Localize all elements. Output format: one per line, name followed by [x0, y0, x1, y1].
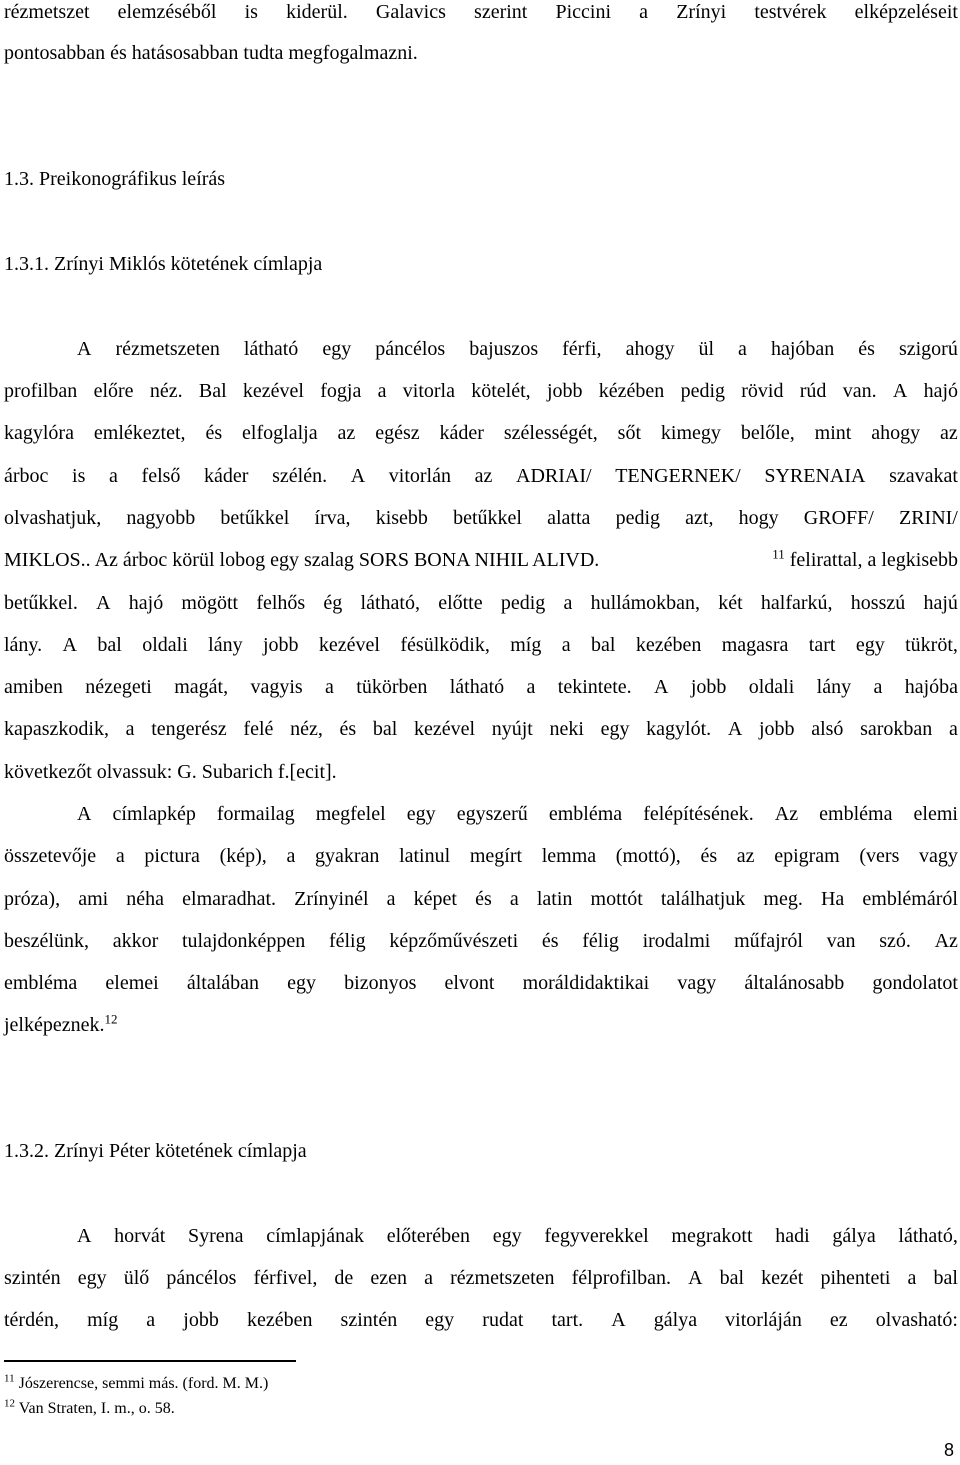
word: a	[386, 888, 396, 910]
word: tükörben	[356, 676, 428, 698]
word: egy	[492, 1225, 522, 1247]
body-line	[4, 1011, 118, 1036]
word: ülő	[123, 1267, 150, 1289]
word: meg.	[763, 888, 803, 910]
word: elmaradhat.	[182, 888, 277, 910]
word: bal	[933, 1267, 958, 1289]
word: elemi	[913, 803, 958, 825]
word: A	[77, 338, 92, 360]
word: két	[718, 592, 743, 614]
word: vagy	[677, 972, 717, 994]
word: van	[826, 930, 856, 952]
word: latinul	[399, 845, 451, 867]
word: míg	[87, 1309, 119, 1331]
word: káder	[439, 422, 484, 444]
word: hajóban	[770, 338, 835, 360]
word: az	[940, 422, 958, 444]
word: szintén	[4, 1267, 61, 1289]
word: vagyis	[250, 676, 303, 698]
word: a	[738, 338, 747, 360]
word: embléma	[548, 803, 623, 825]
word: kezében	[246, 1309, 313, 1331]
word: kezével	[413, 718, 476, 740]
word: műfajról	[734, 930, 803, 952]
word: bal	[719, 1267, 745, 1289]
word: elemei	[105, 972, 159, 994]
word: ami	[78, 888, 109, 910]
word: páncélos	[375, 338, 446, 360]
word: felé	[243, 718, 274, 740]
body-line	[4, 1309, 958, 1331]
word: és	[858, 338, 875, 360]
word: a	[563, 592, 573, 614]
word: az	[736, 845, 755, 867]
word: előterében	[386, 1225, 470, 1247]
word: férfivel,	[253, 1267, 318, 1289]
word: egy	[322, 338, 352, 360]
word: néz.	[149, 380, 183, 402]
word: ég	[323, 592, 343, 614]
body-text: jelképeznek.	[4, 1014, 105, 1036]
word: félig	[582, 930, 619, 952]
word: Az	[934, 930, 958, 952]
word: gálya	[653, 1309, 698, 1331]
word: címlapjának	[266, 1225, 364, 1247]
word: pictura	[144, 845, 200, 867]
word: a	[526, 676, 536, 698]
word: és	[475, 888, 492, 910]
word: is	[244, 1, 258, 23]
word: ZRINI/	[898, 507, 958, 529]
word: előre	[93, 380, 134, 402]
footnote	[4, 1397, 175, 1418]
word: gálya	[832, 1225, 876, 1247]
word: mögött	[181, 592, 239, 614]
word: bal	[591, 634, 616, 656]
word: lány	[816, 676, 852, 698]
word: rézmetszeten	[450, 1267, 555, 1289]
word: belőle,	[740, 422, 795, 444]
word: elfoglalja	[242, 422, 318, 444]
word: próza),	[4, 888, 61, 910]
word: rövid	[741, 380, 784, 402]
word: lemma	[541, 845, 597, 867]
word: amiben	[4, 676, 63, 698]
word: szerint	[474, 1, 528, 23]
word: a	[948, 718, 958, 740]
word: jobb	[546, 380, 583, 402]
word: felhős	[256, 592, 306, 614]
word: olvashatjuk,	[4, 507, 102, 529]
word: embléma	[819, 803, 893, 825]
word: ADRIAI/	[516, 465, 592, 487]
word: tükröt,	[905, 634, 958, 656]
word: (kép),	[219, 845, 267, 867]
word: egész	[375, 422, 420, 444]
word: a	[509, 888, 519, 910]
word: Zrínyinél	[294, 888, 369, 910]
word: képzőművészeti	[389, 930, 519, 952]
word: kötelét,	[471, 380, 531, 402]
word: néha	[126, 888, 165, 910]
footnote-separator	[4, 1360, 296, 1362]
word: hogy	[738, 507, 779, 529]
word: A	[62, 634, 77, 656]
word: neki	[549, 718, 584, 740]
word: sőt	[617, 422, 641, 444]
word: a	[377, 380, 387, 402]
word: bizonyos	[344, 972, 417, 994]
word: a	[109, 465, 118, 487]
word: egy	[600, 718, 630, 740]
word: bal	[97, 634, 122, 656]
word: pedig	[615, 507, 661, 529]
word: emlékeztet,	[93, 422, 186, 444]
word: címlapkép	[112, 803, 196, 825]
word: formailag	[216, 803, 295, 825]
word: szélességét,	[503, 422, 598, 444]
word: (mottó),	[615, 845, 681, 867]
word: a	[286, 845, 296, 867]
body-line	[4, 507, 958, 529]
word: pedig	[500, 592, 546, 614]
word: A	[77, 803, 92, 825]
word: emblémáról	[862, 888, 958, 910]
word: nagyobb	[126, 507, 196, 529]
word: Bal	[198, 380, 227, 402]
footnote	[4, 1372, 269, 1393]
body-line	[4, 718, 958, 740]
word: beszélünk,	[4, 930, 89, 952]
word: vitorla	[402, 380, 455, 402]
body-line: pontosabban és hatásosabban tudta megfogalmazni.	[4, 42, 418, 64]
word: TENGERNEK/	[615, 465, 741, 487]
subsection-heading: 1.3.1. Zrínyi Miklós kötetének címlapja	[4, 253, 323, 275]
word: megrakott	[671, 1225, 753, 1247]
footnote-number: 11	[4, 1372, 15, 1385]
word: A	[611, 1309, 626, 1331]
word: A	[688, 1267, 703, 1289]
word: fésülködik,	[400, 634, 490, 656]
body-line	[4, 592, 958, 614]
word: kapaszkodik,	[4, 718, 109, 740]
word: míg	[510, 634, 542, 656]
word: a	[125, 718, 135, 740]
word: általában	[186, 972, 260, 994]
word: A	[727, 718, 743, 740]
word: hajú	[923, 592, 958, 614]
word: magát,	[174, 676, 229, 698]
word: fegyverekkel	[544, 1225, 649, 1247]
word: bajuszos	[469, 338, 539, 360]
word: néz,	[290, 718, 323, 740]
word: mint	[814, 422, 852, 444]
word: A	[892, 380, 908, 402]
word: GROFF/	[803, 507, 874, 529]
page-number: 8	[943, 1440, 954, 1460]
word: vitorláján	[725, 1309, 802, 1331]
footnote-ref: 12	[104, 1011, 118, 1027]
word: ül	[698, 338, 715, 360]
word: kimegy	[660, 422, 721, 444]
word: pihenteti	[820, 1267, 891, 1289]
word: lány.	[4, 634, 43, 656]
word: tekintete.	[557, 676, 632, 698]
word: félig	[328, 930, 366, 952]
word: betűkkel	[220, 507, 290, 529]
word: gyakran	[314, 845, 380, 867]
word: felső	[141, 465, 181, 487]
word: lány	[208, 634, 243, 656]
word: tart.	[551, 1309, 584, 1331]
word: kézében	[598, 380, 665, 402]
word: felépítésének.	[643, 803, 754, 825]
body-line	[4, 676, 958, 698]
word: Ha	[820, 888, 845, 910]
body-line	[4, 972, 958, 994]
word: Syrena	[187, 1225, 244, 1247]
word: a	[115, 845, 125, 867]
word: megfelel	[315, 803, 386, 825]
word: szavakat	[889, 465, 958, 487]
word: és	[205, 422, 223, 444]
word: magasra	[721, 634, 789, 656]
word: általánosabb	[744, 972, 845, 994]
word: mottót	[590, 888, 643, 910]
word: hajó	[128, 592, 164, 614]
word: a	[146, 1309, 156, 1331]
body-text: felirattal, a legkisebb	[784, 549, 958, 571]
word: betűkkel	[453, 507, 522, 529]
word: szó.	[879, 930, 911, 952]
word: A	[77, 1225, 92, 1247]
word: és	[339, 718, 357, 740]
word: az	[474, 465, 493, 487]
word: látható,	[360, 592, 420, 614]
word: kagylót.	[646, 718, 712, 740]
word: és	[700, 845, 718, 867]
word: alsó	[811, 718, 844, 740]
word: akkor	[112, 930, 159, 952]
word: egy	[425, 1309, 455, 1331]
word: hajó	[923, 380, 958, 402]
word: ahogy	[625, 338, 675, 360]
word: páncélos	[166, 1267, 237, 1289]
footnote-ref: 11	[772, 546, 785, 562]
word: A	[654, 676, 669, 698]
body-line	[77, 1225, 958, 1247]
word: rúd	[799, 380, 827, 402]
word: látható	[243, 338, 299, 360]
word: szintén	[340, 1309, 398, 1331]
word: kisebb	[375, 507, 428, 529]
word: horvát	[114, 1225, 166, 1247]
word: elvont	[444, 972, 495, 994]
word: SYRENAIA	[764, 465, 866, 487]
word: kezével	[318, 634, 380, 656]
word: a	[907, 1267, 917, 1289]
body-line	[4, 380, 958, 402]
word: rézmetszet	[4, 1, 90, 23]
word: latin	[536, 888, 573, 910]
word: egyszerű	[456, 803, 528, 825]
word: betűkkel.	[4, 592, 78, 614]
word: a	[639, 1, 649, 23]
footnote-number: 12	[4, 1397, 15, 1410]
word: A	[96, 592, 111, 614]
word: hajóba	[904, 676, 958, 698]
word: azt,	[685, 507, 714, 529]
word: térdén,	[4, 1309, 59, 1331]
word: a	[873, 676, 883, 698]
word: nyújt	[491, 718, 533, 740]
word: látható	[449, 676, 505, 698]
word: A	[350, 465, 366, 487]
word: bal	[372, 718, 398, 740]
word: félprofilban.	[571, 1267, 671, 1289]
word: oldali	[748, 676, 795, 698]
word: tengerész	[151, 718, 227, 740]
body-line	[4, 422, 958, 444]
word: a	[561, 634, 571, 656]
word: látható,	[898, 1225, 958, 1247]
word: kezével	[242, 380, 304, 402]
word: tulajdonképpen	[181, 930, 306, 952]
word: az	[337, 422, 356, 444]
word: pedig	[680, 380, 725, 402]
word: kagylóra	[4, 422, 74, 444]
word: ezen	[370, 1267, 408, 1289]
word: szigorú	[898, 338, 958, 360]
body-text: MIKLOS.. Az árboc körül lobog egy szalag SORS BONA NIHIL ALIVD.	[4, 549, 600, 571]
word: egy	[77, 1267, 107, 1289]
word: hosszú	[850, 592, 906, 614]
word: férfi,	[562, 338, 602, 360]
word: szélén.	[272, 465, 328, 487]
word: képet	[413, 888, 457, 910]
word: moráldidaktikai	[522, 972, 650, 994]
word: irodalmi	[642, 930, 711, 952]
word: kiderül.	[286, 1, 348, 23]
body-line: következőt olvassuk: G. Subarich f.[ecit].	[4, 761, 337, 783]
word: fogja	[320, 380, 362, 402]
word: előtte	[438, 592, 483, 614]
word: jobb	[262, 634, 299, 656]
word: a	[325, 676, 334, 698]
word: oldali	[142, 634, 188, 656]
word: Piccini	[555, 1, 612, 23]
word: ahogy	[871, 422, 921, 444]
word: profilban	[4, 380, 78, 402]
body-line	[4, 1, 958, 23]
word: írva,	[314, 507, 351, 529]
word: jobb	[758, 718, 795, 740]
word: Az	[774, 803, 799, 825]
word: alatta	[547, 507, 591, 529]
body-line	[4, 930, 958, 952]
word: összetevője	[4, 845, 97, 867]
word: a	[424, 1267, 434, 1289]
subsection-heading: 1.3.2. Zrínyi Péter kötetének címlapja	[4, 1140, 307, 1162]
word: tart	[808, 634, 836, 656]
body-line	[4, 888, 958, 910]
word: nézegeti	[85, 676, 152, 698]
section-heading: 1.3. Preikonográfikus leírás	[4, 168, 226, 190]
word: Galavics	[375, 1, 446, 23]
word: kezét	[761, 1267, 804, 1289]
body-line	[77, 803, 958, 825]
word: jobb	[690, 676, 727, 698]
word: elképzeléseit	[854, 1, 958, 23]
word: testvérek	[754, 1, 827, 23]
word: halfarkú,	[760, 592, 833, 614]
word: ez	[829, 1309, 848, 1331]
body-line	[4, 546, 958, 571]
footnote-text: Van Straten, I. m., o. 58.	[18, 1400, 175, 1417]
word: vitorlán	[388, 465, 451, 487]
word: árboc	[4, 465, 49, 487]
word: vagy	[919, 845, 958, 867]
word: rudat	[482, 1309, 524, 1331]
word: sarokban	[860, 718, 933, 740]
word: jobb	[183, 1309, 219, 1331]
word: (vers	[859, 845, 900, 867]
word: egy	[406, 803, 436, 825]
word: van.	[842, 380, 877, 402]
word: olvasható:	[875, 1309, 958, 1331]
body-line	[4, 465, 958, 487]
word: Zrínyi	[676, 1, 727, 23]
word: hullámokban,	[590, 592, 701, 614]
word: embléma	[4, 972, 78, 994]
footnote-text: Jószerencse, semmi más. (ford. M. M.)	[18, 1375, 269, 1392]
word: kezében	[635, 634, 702, 656]
word: találhatjuk	[660, 888, 746, 910]
body-line	[4, 1267, 958, 1289]
word: rézmetszeten	[115, 338, 220, 360]
word: gondolatot	[872, 972, 958, 994]
word: epigram	[774, 845, 840, 867]
word: megírt	[469, 845, 523, 867]
word: hadi	[775, 1225, 810, 1247]
body-line	[77, 338, 958, 360]
word: is	[72, 465, 86, 487]
word: és	[541, 930, 559, 952]
body-line	[4, 845, 958, 867]
word: elemzéséből	[117, 1, 217, 23]
word: de	[334, 1267, 354, 1289]
word: káder	[204, 465, 249, 487]
body-line	[4, 634, 958, 656]
word: egy	[855, 634, 885, 656]
word: egy	[287, 972, 317, 994]
